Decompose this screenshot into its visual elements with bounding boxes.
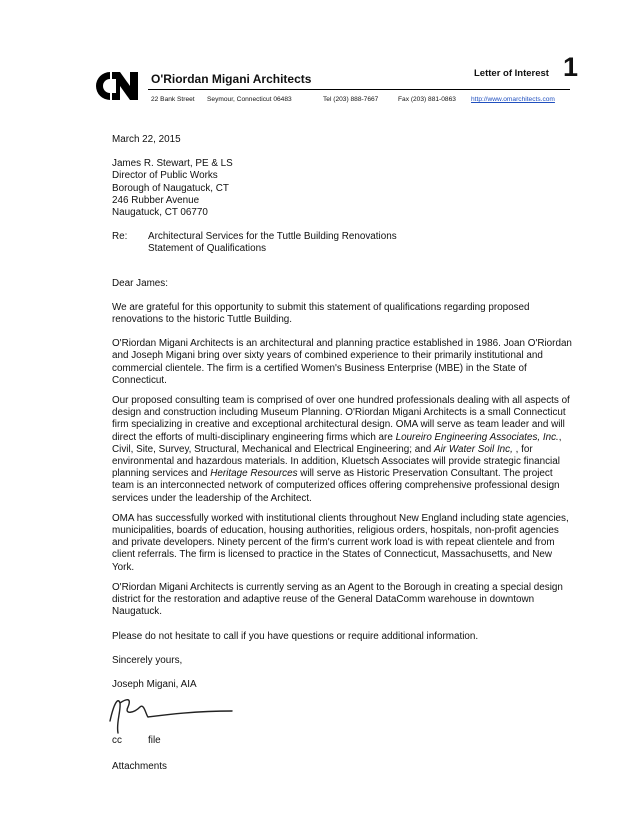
contact-street: 22 Bank Street: [151, 96, 195, 103]
recipient-line: 246 Rubber Avenue: [112, 194, 200, 206]
recipient-block: [112, 158, 572, 219]
subject-block: [112, 231, 572, 255]
contact-city: Seymour, Connecticut 06483: [207, 96, 292, 103]
page-number: 1: [563, 52, 579, 82]
signature: [112, 693, 572, 735]
document-label: Letter of Interest: [474, 68, 549, 79]
consultant-heritage: Heritage Resources: [210, 468, 298, 480]
recipient-line: Director of Public Works: [112, 170, 218, 182]
consultant-loureiro: Loureiro Engineering Associates, Inc.: [395, 431, 559, 443]
paragraph-team: Our proposed consulting team is comprised of over one hundred professionals dealing with all aspects of design and construction including Museum Planning. O'Riordan Migani Architects is a small Connecticut firm specializing in creative and exceptional architectural design. OMA will serve as team leader and will direct the efforts of multi-disciplinary engineering firms which are Loureiro Engineering Associates, Inc., Civil, Site, Survey, Structural, Mechanical and Electrical Engineering; and Air Water Soil Inc, , for environmental and hazardous materials. In addition, Kluetsch Associates will provide strategic financial planning services and Heritage Resources will serve as Historic Preservation Consultant. The project team is an interconnected network of computerized offices offering comprehensive professional design services under the leadership of the Architect.: [112, 395, 570, 504]
subject-label: Re:: [112, 231, 128, 243]
header-rule: [148, 89, 570, 90]
paragraph-contact: Please do not hesitate to call if you have questions or require additional information.: [112, 630, 479, 642]
paragraph-clients: OMA has successfully worked with institutional clients throughout New England including state agencies, municipalities, boards of education, housing authorities, religious orders, hospitals, non-profit agencies and private developers. Ninety percent of the firm's current work load is with repeat clientele and from client referrals. The firm is licensed to practice in the States of Connecticut, Massachusetts, and New York.: [112, 512, 569, 573]
attachments-label: Attachments: [112, 761, 167, 773]
contact-tel: Tel (203) 888-7667: [323, 96, 379, 103]
subject-line: Architectural Services for the Tuttle Building Renovations: [148, 231, 397, 243]
recipient-line: Naugatuck, CT 06770: [112, 207, 208, 219]
paragraph-firm: O'Riordan Migani Architects is an architectural and planning practice established in 1986. Joan O'Riordan and Joseph Migani bring over sixty years of combined experience to their primarily institutional and commercial clientele. The firm is a certified Women's Business Enterprise (MBE) in the State of Connecticut.: [112, 338, 572, 386]
firm-name: O'Riordan Migani Architects: [151, 72, 312, 86]
cc-value: file: [148, 735, 161, 747]
paragraph-intro: We are grateful for this opportunity to submit this statement of qualifications regarding proposed renovations to the historic Tuttle Building.: [112, 301, 530, 326]
letter-body: [112, 134, 572, 774]
salutation: Dear James:: [112, 277, 168, 289]
website-link[interactable]: http://www.omarchitects.com: [471, 96, 555, 103]
letter-date: March 22, 2015: [112, 134, 181, 145]
consultant-air-water-soil: Air Water Soil Inc,: [434, 443, 513, 455]
closing: Sincerely yours,: [112, 654, 183, 666]
subject-line: Statement of Qualifications: [148, 243, 267, 255]
cc-label: cc: [112, 735, 122, 747]
oma-logo-icon: [96, 72, 138, 102]
recipient-line: James R. Stewart, PE & LS: [112, 158, 233, 170]
signature-scribble: [104, 693, 236, 739]
paragraph-agent: O'Riordan Migani Architects is currently serving as an Agent to the Borough in creating a special design district for the restoration and adaptive reuse of the General DataComm warehouse in downtown Naugatuck.: [112, 581, 563, 618]
signer-name: Joseph Migani, AIA: [112, 678, 197, 690]
contact-fax: Fax (203) 881-0863: [398, 96, 456, 103]
recipient-line: Borough of Naugatuck, CT: [112, 182, 229, 194]
